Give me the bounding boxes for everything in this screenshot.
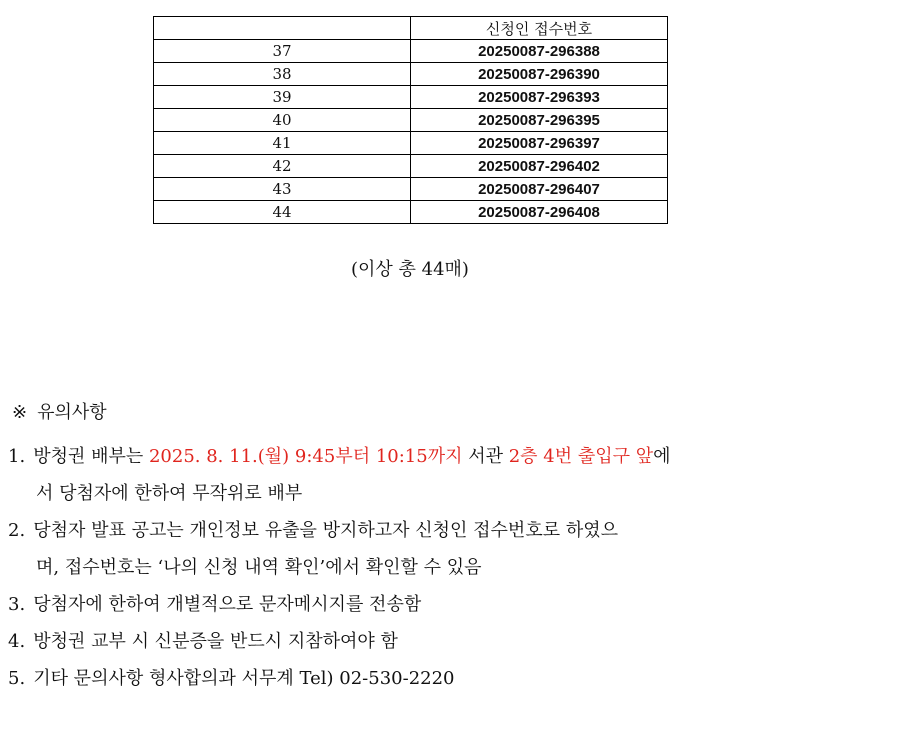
notice-item-2-continuation: 며, 접수번호는 ‘나의 신청 내역 확인’에서 확인할 수 있음	[36, 557, 482, 578]
notice-item-4	[8, 627, 898, 664]
item-number: 3.	[8, 594, 26, 615]
notice-item-5	[8, 664, 898, 701]
notice-item-1-continuation: 서 당첨자에 한하여 무작위로 배부	[36, 483, 303, 504]
notice-text: 서관	[462, 446, 509, 467]
reference-mark-icon: ※	[12, 402, 28, 423]
table-row	[154, 40, 668, 63]
notice-text: 방청권 배부는	[33, 446, 149, 467]
total-count-text: (이상 총 44매)	[351, 259, 469, 280]
notice-text: 당첨자에 한하여 개별적으로 문자메시지를 전송함	[33, 594, 422, 615]
distribution-datetime-highlight: 2025. 8. 11.(월) 9:45부터 10:15까지	[148, 446, 463, 467]
header-receipt-number-cell: 신청인 접수번호	[411, 17, 668, 40]
header-number-cell	[154, 17, 411, 40]
table-row	[154, 109, 668, 132]
receipt-number: 20250087-296407	[411, 178, 668, 201]
item-number: 2.	[8, 520, 26, 541]
item-number: 4.	[8, 631, 26, 652]
receipt-number: 20250087-296402	[411, 155, 668, 178]
receipt-number: 20250087-296393	[411, 86, 668, 109]
notice-text: 기타 문의사항 형사합의과 서무계 Tel) 02-530-2220	[33, 668, 455, 689]
notice-list	[8, 442, 898, 701]
receipt-number-table	[153, 16, 668, 224]
receipt-number: 20250087-296395	[411, 109, 668, 132]
row-number: 37	[154, 40, 411, 63]
table-row	[154, 155, 668, 178]
receipt-number: 20250087-296397	[411, 132, 668, 155]
item-number: 1.	[8, 446, 26, 467]
table-row	[154, 63, 668, 86]
receipt-number: 20250087-296408	[411, 201, 668, 224]
table-row	[154, 132, 668, 155]
notice-text: 당첨자 발표 공고는 개인정보 유출을 방지하고자 신청인 접수번호로 하였으	[33, 520, 618, 541]
row-number: 43	[154, 178, 411, 201]
item-number: 5.	[8, 668, 26, 689]
receipt-number: 20250087-296390	[411, 63, 668, 86]
row-number: 44	[154, 201, 411, 224]
row-number: 42	[154, 155, 411, 178]
receipt-number-table-container	[153, 16, 668, 224]
notice-text: 에	[653, 446, 671, 467]
receipt-number: 20250087-296388	[411, 40, 668, 63]
notice-item-3	[8, 590, 898, 627]
distribution-location-highlight: 2층 4번 출입구 앞	[508, 446, 654, 467]
notice-item-2	[8, 516, 898, 553]
table-header-row	[154, 17, 668, 40]
table-row	[154, 201, 668, 224]
notice-heading	[12, 398, 107, 424]
row-number: 38	[154, 63, 411, 86]
notice-title: 유의사항	[37, 402, 107, 423]
table-row	[154, 178, 668, 201]
row-number: 41	[154, 132, 411, 155]
table-row	[154, 86, 668, 109]
row-number: 39	[154, 86, 411, 109]
row-number: 40	[154, 109, 411, 132]
notice-text: 방청권 교부 시 신분증을 반드시 지참하여야 함	[33, 631, 398, 652]
notice-item-1	[8, 442, 898, 479]
